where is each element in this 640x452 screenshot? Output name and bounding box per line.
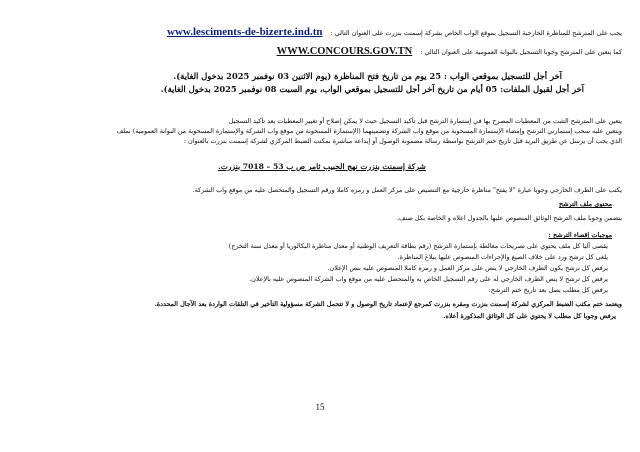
closing-paragraph-1: ويعتمد ختم مكتب الضبط المركزي لشركة إسمنت بنزرت ومقره بنزرت كمرجع لإعتماد تاريخ الوصول و لا تتحمل الشركة مسؤولية التأخير في التلقات الواردة بعد الآجال المحددة. — [154, 300, 622, 309]
deadline-registration: آخر أجل للتسجيل بموقعي الواب : 25 يوم من تاريخ فتح المناظرة (يوم الاثنين 03 نوفمبر 2025 بدخول الغاية). — [173, 71, 562, 81]
envelope-instruction: يكتب على الظرف الخارجي وجوبا عبارة "لا يفتح" مناظرة خارجية مع التنصيص على مركز العمل و رمزه كاملا ورقم التسجيل والمتحصل عليه من موقع واب الشركة. — [192, 186, 622, 195]
instruction-paragraph-2: ويتعين عليه سحب إستمارتي الترشح وإمضاء الإستمارة المسحوبة من موقع واب الشركة وتضمينهما (الإستمارة المسحوبة من موقع واب الشركة والإستمارة المسحوبة من البوابة العمومية) بملف — [116, 126, 622, 135]
header-text-2: كما يتعين على المترشح وجوبا التسجيل بالبوابة العمومية على العنوان التالي : — [420, 48, 622, 56]
rule-item: يرفض كل ترشح لا ينص الظرف الخارجي له على رقم التسجيل الخاص به والمتحصل عليه من موقع واب الشركة المنصوص عليه بالإعلان. — [249, 275, 608, 284]
deadline-files: آخر أجل لقبول الملفات: 05 أيام من تاريخ آخر أجل للتسجيل بموقعي الواب، يوم السبت 08 نوفمبر 2025 بدخول الغاية). — [160, 84, 584, 95]
rule-item: يرفض كل مطلب يصل بعد تاريخ ختم الترشح. — [488, 286, 608, 295]
section-title-file-content: محتوى ملف الترشح — [558, 200, 612, 209]
company-website-link[interactable]: www.lesciments-de-bizerte.ind.tn — [167, 26, 323, 38]
rules-title: موجبات إقصاء الترشح : — [548, 231, 612, 240]
header-line-1 — [22, 26, 622, 38]
section-text-file-content: يتضمن وجوبا ملف الترشح الوثائق المنصوص عليها بالجدول اعلاه و الخاصة بكل صنف. — [396, 214, 622, 223]
public-portal-link[interactable]: WWW.CONCOURS.GOV.TN — [276, 46, 413, 57]
instruction-paragraph-1: يتعين على المترشح التثبت من المعطيات المصرح بها في إستمارة الترشح قبل تأكيد التسجيل حيث لا يمكن إصلاح أو تغيير المعطيات بعد تأكيد التسجيل — [228, 116, 622, 125]
closing-paragraph-2: يرفض وجوبا كل مطلب لا يحتوي على كل الوثائق المذكورة أعلاه. — [443, 312, 616, 321]
rule-item: يرفض كل ترشح يكون الظرف الخارجي لا ينص على مركز العمل و رمزه كاملا المنصوص عليه بنص الإعلان. — [327, 264, 608, 273]
rule-item: يلغى كل ترشح ورد على خلاف الصيغ والإجراءات المنصوص عليها ببلاغ المناظرة. — [397, 253, 608, 262]
company-address: شركة إسمنت بنزرت نهج الحبيب ثامر ص ب 53 – 7018 بنزرت. — [218, 161, 426, 171]
header-text-1: يجب على المترشح للمناظرة الخارجية التسجيل بموقع الواب الخاص بشركة إسمنت بنزرت على العنوان التالي : — [330, 29, 622, 37]
rule-item: يقصى آليا كل ملف يحتوي على تصريحات مغالطة بإستمارة الترشح (رقم بطاقة التعريف الوطنية أو معدل مناظرة البكالوريا أو معدل سنة التخرج) — [228, 242, 608, 251]
header-line-2 — [22, 46, 622, 57]
page-number: 15 — [315, 402, 325, 412]
instruction-paragraph-3: الذي يجب أن يرسل عن طريق البريد قبل تاريخ ختم الترشح بواسطة رسالة مضمونة الوصول أو إيداعه مباشرة بمكتب الضبط المركزي لشركة إسمنت بنزرت بالعنوان : — [183, 136, 622, 145]
